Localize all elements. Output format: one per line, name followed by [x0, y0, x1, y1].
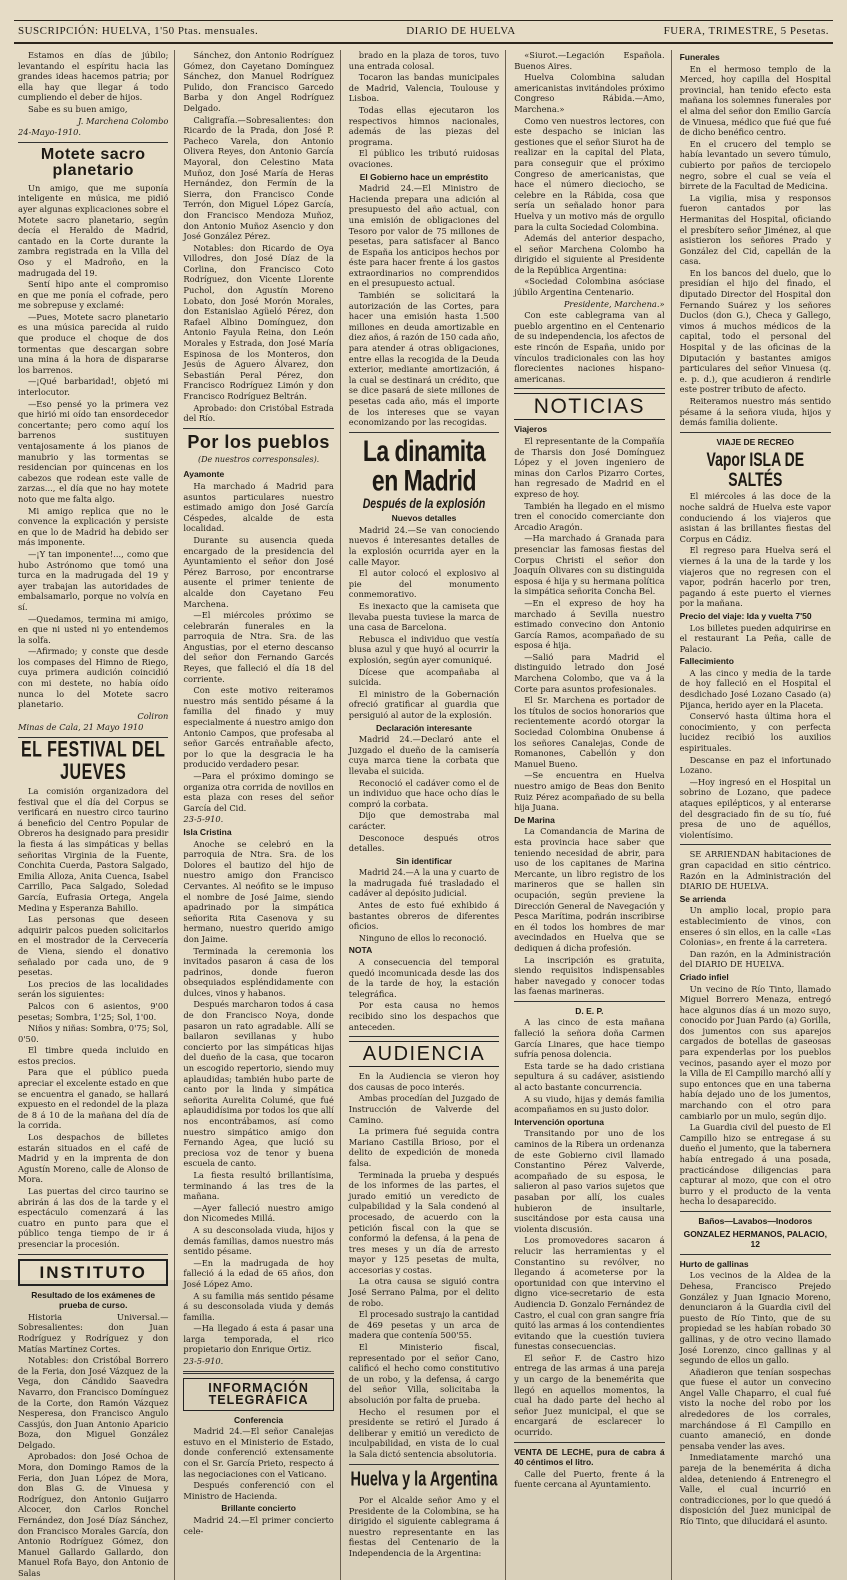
- paragraph: —Ha llegado á esta á pasar una larga temporada, el rico propietario don Enrique Ortiz.: [183, 1323, 334, 1355]
- paragraph: Transitando por uno de los caminos de la Ribera un ordenanza de este Gobierno civil llamado Constantino Pérez Valverde, acompañado de su esposa, le salieron al paso varios sujetos que pasaban por allí, los cuales hubieron de insultarle, suscitándose por esta causa una violenta discusión.: [514, 1128, 665, 1234]
- paragraph: El ministro de la Gobernación ofreció gratificar al guardia que persiguió al autor de la explosión.: [348, 688, 500, 720]
- paragraph: —Ha marchado á Granada para presenciar las famosas fiestas del Corpus Christi el señor don Joaquín Olivares con su distinguida esposa é hija y su hermana política la simpática señorita Concha Bel.: [514, 533, 665, 597]
- divider: [514, 1001, 664, 1002]
- divider: [18, 142, 168, 143]
- letter-signature: J. Marchena Colombo: [78, 115, 169, 126]
- signature: Presidente, Marchena.»: [563, 298, 665, 309]
- paragraph: Además del anterior despacho, el señor Marchena Colombo ha dirigido el siguiente al Presidente de la República Argentina:: [514, 233, 665, 275]
- paragraph: —Se encuentra en Huelva nuestro amigo de Beas don Benito Ruiz Pérez acompañado de su bella hija Juana.: [514, 770, 665, 813]
- paragraph: El miércoles á las doce de la noche saldrá de Huelva este vapor conduciendo á los viajeros que asistan á las brillantes fiestas del Corpus en Cádiz.: [679, 491, 831, 544]
- pueblos-headline: Por los pueblos: [187, 431, 330, 452]
- subhead-emprestito: El Gobierno hace un empréstito: [359, 171, 489, 182]
- section-subhead: Resultado de los exámenes de prueba de curso.: [31, 1289, 156, 1311]
- subhead-viajeros: Viajeros: [514, 424, 548, 435]
- paragraph: —El miércoles próximo se celebrarán funerales en la parroquia de Ntra. Sra. de las Angustias, por el eterno descanso del señor don Fernando Garcés Reyes, que falleció el día 18 del corriente.: [183, 610, 334, 684]
- subscription-price: SUSCRIPCIÓN: HUELVA, 1'50 Ptas. mensuales.: [18, 25, 259, 37]
- ad-banos: Baños—Lavabos—Inodoros: [698, 1215, 813, 1226]
- paragraph: Como ven nuestros lectores, con este despacho se inician las gestiones que el señor Siurot ha de realizar en la capital del Plata, para conseguir que el próximo Congreso de americanistas, que hace el número dieciocho, se celebre en la Rábida, cosa que sería un señalado honor para Huelva y un motivo más de orgullo para la culta Sociedad Colombina.: [514, 115, 665, 232]
- ad-leche-address: Calle del Puerto, frente á la fuente cercana al Ayuntamiento.: [514, 1468, 665, 1490]
- divider: [349, 1464, 499, 1465]
- paragraph: A su familia más sentido pésame á su desconsolada viuda y demás familia.: [183, 1290, 334, 1322]
- paragraph: Dijo que demostraba mal carácter.: [348, 810, 500, 831]
- paragraph: Anoche se celebró en la parroquia de Ntra. Sra. de los Dolores el bautizo del hijo de nuestro amigo don Francisco Cervantes. Al neófito se le impuso el nombre de José Jaime, siendo apadrinado por la simpática señorita Rita Casenova y su hermano, nuestro querido amigo don Jaime.: [183, 838, 334, 944]
- paragraph: También ha llegado en el mismo tren el conocido comerciante don Arcadio Aragón.: [514, 500, 665, 532]
- paragraph: Los despachos de billetes estarán situados en el café de Madrid y en la imprenta de don Agustín Moreno, calle de Alonso de Mora.: [18, 1132, 169, 1185]
- paragraph: Los billetes pueden adquirirse en el restaurant La Peña, calle de Palacio.: [679, 622, 831, 654]
- paragraph: Caligrafía.—Sobresalientes: don Ricardo de la Prada, don José P. Pacheco Varela, don Antonio Olivera Reyes, don Antonio García Mayoral, don Celestino Mata Muñoz, don José María de Heras Hernández, don Fermín de la Sierra, don Francisco Conde Terrón, don Miguel López García, don Francisco Mendoza Muñoz, don Antonio Muñoz Asencio y don José González Pérez.: [183, 114, 334, 242]
- paragraph: —Para el próximo domingo se organiza otra corrida de novillos en esta plaza con reses del señor García del Cid.: [183, 771, 334, 813]
- paragraph: En los bancos del duelo, que lo presidían el hijo del finado, el diputado Director del Hospital don Fernando Suárez y los señores Duclos (don G.), Checa y Gallego, vimos á muchos médicos de la capital, todo el personal del Hospital y de las oficinas de la Diputación y bastantes amigos particulares del señor Vinuesa (q. e. p. d.), que acudieron á rendirle este postrer tributo de afecto.: [679, 267, 831, 395]
- paragraph: Madrid 24.—El primer concierto cele-: [183, 1515, 334, 1536]
- paragraph: Es inexacto que la camiseta que llevaba puesta tuviese la marca de una casa de Barcelona.: [348, 601, 500, 633]
- paragraph: Un amplio local, propio para establecimiento de vinos, con enseres ó sin ellos, en la calle «Las Colonias», en frente á la carretera.: [679, 905, 831, 948]
- paragraph: Madrid 24.—El Ministro de Hacienda prepara una adición al presupuesto del año actual, con una emisión de obligaciones del Tesoro por valor de 75 millones de pesetas, para satisfacer al Banco de España los anticipos hechos por éste para hacer frente á los gastos extraordinarios no comprendidos en el presupuesto actual.: [348, 183, 500, 289]
- paragraph: La Guardia civil del puesto de El Campillo hizo se entregase á su dueño el jumento, que la tabernera había entregado á una posada, practicándose diligencias para capturar al mozo, que con el otro burro y el producto de la venta hecha lo desaparecido.: [679, 1122, 831, 1207]
- paragraph: —Quedamos, termina mi amigo, en que ni usted ni yo entendemos la solfa.: [18, 613, 169, 645]
- subhead-conferencia: Conferencia: [234, 1414, 284, 1425]
- paragraph: Mi amigo replica que no le convence la explicación y persiste en que lo de Madrid ha debido ser más imponente.: [18, 505, 169, 548]
- masthead-rule: [14, 42, 833, 44]
- paragraph: Reiteramos nuestro más sentido pésame á la señora viuda, hijos y demás familia doliente.: [679, 396, 831, 428]
- paragraph: Madrid 24.—A la una y cuarto de la madrugada fué trasladado el cadáver al depósito judicial.: [348, 867, 500, 899]
- paragraph: La comisión organizadora del festival que el día del Corpus se verificará en nuestro circo taurino á beneficio del Centro Popular de Obreros ha designado para presidir la fiesta á las simpáticas y bellas señoritas Virginia de la Fuente, Conchita Cuerda, Pastora Salgado, Emilia Alloza, Anita Cuenca, Isabel Carrillo, Paca Salgado, Soledad García, Eufrasia Ortega, Angela Medina y Esperanza Bahillo.: [18, 786, 169, 913]
- trip-price: Precio del viaje: Ida y vuelta 7'50: [679, 610, 812, 621]
- telegraph-headline: INFORMACIÓN TELEGRÁFICA: [183, 1378, 333, 1411]
- column-4: [514, 50, 671, 1580]
- paragraph: Un amigo, que me suponía inteligente en música, me pidió ayer algunas explicaciones sobre el Motete sacro planetario, según decía el Heraldo de Madrid, cantado en la Corte durante la zambra registrada en la Villa del Oso y el Madroño, en la madrugada del 19.: [18, 182, 169, 278]
- divider: [680, 432, 831, 433]
- paragraph: Descanse en paz el infortunado Lozano.: [679, 754, 831, 776]
- ad-leche: VENTA DE LECHE, pura de cabra á 40 céntimos el litro.: [514, 1446, 665, 1468]
- paragraph: Ninguno de ellos lo reconoció.: [358, 932, 487, 943]
- subhead-se-arrienda: Se arrienda: [679, 893, 726, 904]
- paragraph: Con este cablegrama van al pueblo argentino en el Centenario de su independencia, los afectos de este rincón de España, unido por vínculos tradicionales con las hoy florecientes naciones hispano-americanas.: [514, 310, 665, 384]
- paragraph: La inscripción es gratuita, siendo requisitos indispensables haber navegado y conocer todas las faenas marineras.: [514, 954, 665, 997]
- ad-arriendan: SE ARRIENDAN habitaciones de gran capacidad en sitio céntrico. Razón en la Administración del DIARIO DE HUELVA.: [679, 849, 831, 892]
- pueblos-kicker: (De nuestros corresponsales).: [197, 454, 320, 464]
- paragraph: Los vecinos de la Aldea de la Dehesa, Francisco Prejedo González y Juan Ignacio Moreno, denunciaron á la Guardia civil del puesto de Río Tinto, que de su propiedad se les habían robado 30 gallinas, y de otro vecino llamado José Lorenzo, cinco gallinas y al segundo de ellos un gallo.: [679, 1270, 831, 1366]
- paragraph: El representante de la Compañía de Tharsis don José Domínguez López y el joven ingeniero de minas don Carlos Pizarro Cortes, han regresado de Madrid en el expreso de hoy.: [514, 436, 665, 499]
- paragraph: «Siurot.—Legación Española. Buenos Aires.: [514, 50, 665, 71]
- letter-ending: Estamos en días de júbilo; levantando el espíritu hacia las grandes ideas hacemos patria; por ella hay que llegar á todo cumpliendo el deber de hijos.: [18, 50, 169, 103]
- column-1: [18, 50, 175, 1580]
- subhead-sin-identificar: Sin identificar: [395, 855, 453, 866]
- paragraph: «Sociedad Colombina asóciase júbilo Argentina Centenario.: [514, 276, 665, 298]
- dateline: 23-5-910.: [183, 814, 224, 825]
- paragraph: —¡Y tan imponente!..., como que hubo Astrónomo que tomó una turca en la madrugada del 19 y ayer trabajan las autoridades de embalsamarlo, porque no volvía en sí.: [18, 548, 169, 612]
- paragraph: Las puertas del circo taurino se abrirán á las dos de la tarde y el espectáculo comenzará á las cuatro en punto para que el público tenga tiempo de ir á presenciar la procesión.: [18, 1186, 169, 1249]
- paragraph: Inmediatamente marchó una pareja de la benemérita á dicha aldea, deteniendo á Entrenegro el Valle, el cual incurrió en contradicciones, por lo que quedó á disposición del Juez municipal de Río Tinto, que dilucidará el asunto.: [679, 1452, 831, 1526]
- paragraph: Notables: don Cristóbal Borrero de la Feria, don José Vázquez de la Vega, don Cándido Saavedra Navarro, don Francisco Domínguez de la Corte, don Ramón Vázquez Nesperesa, don Francisco Angulo Cassjús, don Juan Antonio Aparicio Boza, don Miguel González Delgado.: [18, 1355, 169, 1450]
- paragraph: Todas ellas ejecutaron los respectivos himnos nacionales, además de las piezas del programa.: [348, 104, 500, 147]
- outside-price: FUERA, TRIMESTRE, 5 Pesetas.: [663, 25, 829, 37]
- paragraph: La vigilia, misa y responsos fueron cantados por las Hermanitas del Hospital, oficiando el presbítero señor Jiménez, al que asistieron los señores Prado y González del Cid, capellán de la casa.: [679, 192, 831, 267]
- paragraph: Dícese que acompañaba al suicida.: [348, 666, 500, 688]
- subhead-hurto: Hurto de gallinas: [679, 1258, 749, 1269]
- subhead-concierto: Brillante concierto: [221, 1503, 296, 1514]
- subhead-criado-infiel: Criado infiel: [679, 971, 729, 982]
- paragraph: Huelva Colombina saludan americanistas invitándoles próximo Congreso Rábida.—Amo, Marchena.»: [514, 72, 665, 114]
- masthead: [18, 22, 829, 40]
- paragraph: La primera fué seguida contra Mariano Castilla Brioso, por el delito de expedición de moneda falsa.: [348, 1126, 500, 1168]
- argentina-headline: Huelva y la Argentina: [350, 1468, 498, 1491]
- paragraph: —Hoy ingresó en el Hospital un sobrino de Lozano, que padece ataques epilépticos, y al enterarse del desgraciado fin de su tío, fué presa de uno de aquéllos, violentísimo.: [679, 776, 831, 840]
- letter-closing: Sabe es su buen amigo,: [28, 103, 128, 114]
- paragraph: En la Audiencia se vieron hoy dos causas de poco interés.: [348, 1071, 500, 1092]
- paragraph: —En la madrugada de hoy falleció á la edad de 65 años, don José López Amo.: [183, 1257, 334, 1289]
- dateline: Minas de Cala, 21 Mayo 1910: [18, 722, 144, 733]
- subhead-marina: De Marina: [514, 814, 555, 825]
- paragraph: —Afirmado; y conste que desde los compases del Himno de Riego, cuya primera audición coincidió con mi destete, no había oído nunca lo del Motete sacro planetario.: [18, 646, 169, 710]
- paragraph: Historia Universal.—Sobresalientes: don Juan Rodríguez y Rodríguez y don Matías Martínez Cortes.: [18, 1311, 169, 1354]
- newspaper-title: DIARIO DE HUELVA: [406, 25, 516, 37]
- paragraph: Después conferenció con el Ministro de Hacienda.: [183, 1480, 334, 1501]
- paragraph: En el hermoso templo de la Merced, hoy capilla del Hospital provincial, han tenido efecto esta mañana los solemnes funerales por el alma del señor don Emilio García de Vinuesa, médico que fué que fué de dicho benéfico centro.: [679, 63, 831, 138]
- paragraph: Tocaron las bandas municipales de Madrid, Valencia, Toulouse y Lisboa.: [348, 72, 500, 104]
- dinamita-subtitle: Después de la explosión: [362, 495, 486, 512]
- paragraph: —En el expreso de hoy ha marchado á Sevilla nuestro estimado convecino don Antonio García Ramos, acompañado de su esposa é hija.: [514, 597, 665, 651]
- instituto-headline: INSTITUTO: [18, 1259, 168, 1286]
- paragraph: Terminada la ceremonia los invitados pasaron á casa de los padrinos, donde fueron obsequiados espléndidamente con dulces, vinos y habanos.: [183, 945, 334, 998]
- subhead-nota: NOTA: [348, 945, 373, 956]
- paragraph: Las personas que deseen adquirir palcos pueden solicitarlos en el mostrador de la Cervecería de Viena, siendo el donativo señalado por cada uno, de 9 pesetas.: [18, 914, 169, 978]
- paragraph: El autor colocó el explosivo al pie del monumento conmemorativo.: [348, 568, 500, 600]
- paragraph: La fiesta resultó brillantísima, terminando á las tres de la mañana.: [183, 1169, 334, 1202]
- paragraph: La Comandancia de Marina de esta provincia hace saber que teniendo necesidad de abrir, para uso de los capitanes de Marina Mercante, un libro registro de los marineros que se hallen sin ocupación, según previene la Dirección General de Navegación y Pesca Marítima, podrán inscribirse en él todos los hombres de mar avecindados en Huelva que se dediquen á dicha profesión.: [514, 826, 665, 953]
- paragraph: Conservó hasta última hora el conocimiento, y con perfecta lucidez recibió los auxilios espirituales.: [679, 711, 831, 754]
- subhead-intervencion: Intervención oportuna: [514, 1116, 604, 1127]
- paragraph: Notables: don Ricardo de Oya Villodres, don José Díaz de la Corlina, don Francisco Coto Rodríguez, don Vicente Llorente Puchol, don Agustín Moreno Lobato, don José Morón Morales, don Estanislao Agüeló Pérez, don Rafael Albino Domínguez, don Antonio Fayula Reina, don León Morales y Estrada, don José María Espinosa de los Monteros, don Jesús de Aguero Álvarez, don Sebastián Peral Pérez, don Francisco Rodríguez Limón y don Francisco Rodríguez Beltrán.: [183, 242, 334, 401]
- paragraph: El procesado sustrajo la cantidad de 469 pesetas y un arca de madera que contenía 500'55.: [348, 1309, 500, 1341]
- columns: [18, 50, 837, 1578]
- paragraph: —Ayer falleció nuestro amigo don Nicomedes Millá.: [183, 1202, 334, 1224]
- paragraph: A su desconsolada viuda, hijos y demás familias, damos nuestro más sentido pésame.: [183, 1224, 334, 1257]
- paragraph: Por el Alcalde señor Amo y el Presidente de la Colombina, se ha dirigido el siguiente cablegrama á nuestro representante en las fiestas del Centenario de la Independencia de la Argentina:: [348, 1495, 500, 1559]
- paragraph: A las cinco de esta mañana falleció la señora doña Carmen García Linares, que hace tiempo sufría penosa dolencia.: [514, 1017, 665, 1060]
- paragraph: Esta tarde se ha dado cristiana sepultura á su cadáver, asistiendo al acto bastante concurrencia.: [514, 1060, 665, 1093]
- paragraph: Sentí hipo ante el compromiso en que me ponía el cofrade, pero me sobrepuse y exclamé:: [18, 279, 169, 311]
- paragraph: Sánchez, don Antonio Rodríguez Gómez, don Cayetano Domínguez Sánchez, don Manuel Rodríguez Pulido, don Francisco Garcedo Barba y don Angel Rodríguez Delgado.: [183, 50, 334, 113]
- paragraph: Hecho el resumen por el presidente se retiró el Jurado á deliberar y emitió un veredicto de inculpabilidad, en vista de lo cual la Sala dictó sentencia absolutoria.: [348, 1406, 500, 1459]
- paragraph: A las cinco y media de la tarde de hoy falleció en el Hospital el desdichado José Lozano Casado (a) Pijanca, herido ayer en la Placeta.: [679, 667, 831, 710]
- paragraph: —Eso pensé yo la primera vez que hirió mi oído tan ensordecedor concertante; pero como aquí los barrenos sustituyen ventajosamente á los pianos de manubrio y las tormentas se residencian por quincenas en los cabezos que rodean este valle de zarzas..., el día que no hay motete noto que me falta algo.: [18, 398, 169, 504]
- paragraph: El señor F. de Castro hizo entrega de las armas á una pareja y un cargo de la benemérita que llegó en aquellos momentos, la cual ha dado parte del hecho al señor Juez municipal, el que se encargará de esclarecer lo ocurrido.: [514, 1352, 665, 1438]
- paragraph: El Sr. Marchena es portador de los títulos de socios honorarios que recientemente acordó otorgar la Sociedad Colombina Onubense á los señores Canalejas, Conde de Romanones, Cabellón y don Manuel Bueno.: [514, 695, 665, 769]
- paragraph: Palcos con 6 asientos, 9'00 pesetas; Sombra, 1'25; Sol, 1'00.: [18, 1000, 169, 1022]
- paragraph: A su viudo, hijas y demás familia acompañamos en su justo dolor.: [514, 1093, 665, 1115]
- divider: [349, 1036, 499, 1037]
- paragraph: Dan razón, en la Administración del DIARIO DE HUELVA.: [679, 948, 831, 970]
- paragraph: Por esta causa no hemos recibido sino los despachos que anteceden.: [348, 1000, 500, 1032]
- paragraph: El Ministerio fiscal, representado por el señor Cano, calificó el hecho como constitutivo de un robo, y la defensa, á cargo del señor Villa, solicitaba la absolución por falta de prueba.: [348, 1342, 500, 1405]
- subhead-declaracion: Declaración interesante: [376, 722, 472, 733]
- paragraph: Para que el público pueda apreciar el excelente estado en que se encuentra el ganado, se hallará expuesto en el redondel de la plaza de 8 á 10 de la mañana del día de la corrida.: [18, 1067, 169, 1131]
- paragraph: Niños y niñas: Sombra, 0'75; Sol, 0'50.: [18, 1023, 169, 1044]
- paragraph: —Salió para Madrid el distinguido letrado don José Marchena Colombo, que va á la Corte para asuntos profesionales.: [514, 651, 665, 694]
- divider: [680, 844, 831, 845]
- paragraph: Antes de esto fué exhibido á bastantes obreros de diferentes oficios.: [348, 900, 500, 932]
- dateline: 23-5-910.: [183, 1356, 224, 1367]
- divider: [183, 428, 333, 429]
- subhead-nuevos-detalles: Nuevos detalles: [391, 513, 457, 524]
- letter-date: 24-Mayo-1910.: [18, 127, 82, 138]
- paragraph: Madrid 24.—Declaró ante el Juzgado el dueño de la camisería cuya marca tiene la corbata que llevaba el suicida.: [348, 734, 500, 776]
- divider: [183, 1371, 333, 1374]
- column-2: [183, 50, 340, 1580]
- paragraph: También se solicitará la autorización de las Cortes, para hacer una emisión hasta 1.500 millones en deuda amortizable en diez años, á razón de 150 cada año, para atender á otras obligaciones, entre ellas la recogida de la Deuda exterior, mediante amortización, á la cual se destinará un crédito, que se dice pasará de siete millones de pesetas cada año, más el importe de los intereses que se vayan economizando por las recogidas.: [348, 290, 500, 428]
- noticias-headline: NOTICIAS: [514, 393, 664, 420]
- paragraph: En el crucero del templo se había levantado un severo túmulo, cubierto por paños de terciopelo negro, sobre el cual se veía el birrete de la Facultad de Medicina.: [679, 138, 831, 192]
- paragraph: Reconoció el cadáver como el de un individuo que hace ocho días le compró la corbata.: [348, 777, 500, 809]
- paragraph: Un vecino de Río Tinto, llamado Miguel Borrero Menaza, entregó hace algunos días á un mozo suyo, conocido por Juan Pardo (a) Gorilla, dos jumentos con sus aparejos cargados de botellas de gaseosas para expenderlas por los pueblos vecinos, pasando ayer el mozo por la Villa de El Campillo marchó allí y supo entonces que en una taberna había dejado uno de los jumentos, marchando con el otro para cambiarlo por un mulo, según dijo.: [679, 983, 831, 1121]
- paragraph: El regreso para Huelva será el viernes á la una de la tarde y los viajeros que no regresen con el vapor, podrán hacerlo por tren, pagando á este puerto el viernes por la mañana.: [679, 545, 831, 609]
- viaje-recreo-label: VIAJE DE RECREO: [716, 436, 795, 447]
- paragraph: —Pues, Motete sacro planetario es una música parecida al ruido que produce el choque de dos tormentas que descargan sobre una mina á la hora de dispararse los barrenos.: [18, 311, 169, 375]
- town-isla-cristina: Isla Cristina: [183, 826, 232, 837]
- divider: [680, 1211, 831, 1212]
- paragraph: Los promovedores sacaron á relucir las herramientas y el Constantino su revólver, no llegando á acometerse por la oportunidad con que intervino el digno vice-secretario de esta Audiencia D. Gonzalo Fernández de Castro, el cual con gran sangre fría quitó las armas á los contendientes evitando que la cuestión tuviera funestas consecuencias.: [514, 1235, 665, 1352]
- paragraph: Ambas procedían del Juzgado de Instrucción de Valverde del Camino.: [348, 1093, 500, 1125]
- paragraph: Madrid 24.—El señor Canalejas estuvo en el Ministerio de Estado, donde conferenció extensamente con el Sr. García Prieto, respecto á las negociaciones con el Vaticano.: [183, 1426, 334, 1479]
- paragraph: El público les tributó ruidosas ovaciones.: [348, 148, 500, 169]
- paragraph: Ha marchado á Madrid para asuntos particulares nuestro estimado amigo don José García Céspedes, alcalde de esta localidad.: [183, 480, 334, 534]
- dinamita-headline: La dinamita en Madrid: [362, 433, 486, 497]
- top-rule: [14, 20, 833, 21]
- paragraph: brado en la plaza de toros, tuvo una entrada colosal.: [348, 50, 500, 71]
- paragraph: Desconoce después otros detalles.: [348, 832, 500, 854]
- subhead-dep: D. E. P.: [575, 1005, 604, 1016]
- subhead-funerales: Funerales: [679, 52, 720, 62]
- paragraph: Añadieron que tenían sospechas que fuese el autor un convecino Angel Valle Chaparro, el cual fué visto la noche del robo por los alrededores de los corrales, marchándose á El Campillo en cuanto amaneció, en donde pensaba vender las aves.: [679, 1366, 831, 1451]
- ad-gonzalez: GONZALEZ HERMANOS, PALACIO, 12: [683, 1228, 827, 1250]
- motete-headline: Motete sacro planetario: [40, 145, 146, 179]
- audiencia-headline: AUDIENCIA: [349, 1041, 499, 1067]
- paragraph: Rebusca el individuo que vestía blusa azul y que huyó al ocurrir la explosión, según ayer comuniqué.: [348, 633, 500, 665]
- paragraph: —¡Qué barbaridad!, objetó mi interlocutor.: [18, 376, 169, 398]
- paragraph: Los precios de las localidades serán los siguientes:: [18, 978, 169, 1000]
- festival-headline: EL FESTIVAL DEL JUEVES: [20, 738, 166, 785]
- paragraph: Terminada la prueba y después de los informes de las partes, el jurado emitió un veredicto de culpabilidad y la Sala condenó al procesado, de acuerdo con la petición fiscal con la que se conformó la defensa, á la pena de tres meses y un día de arresto mayor y 125 pesetas de multa, accesorias y costas.: [348, 1169, 500, 1275]
- paragraph: Después marcharon todos á casa de don Francisco Noya, donde pasaron un rato agradable. Allí se bailaron sevillanas y hubo concierto por las simpáticas hijas del dueño de la casa, que tocaron un escogido repertorio, siendo muy aplaudidas; también hubo parte de canto por la linda y simpática señorita Aurelita Columé, que fué aplaudidísima por todos los que allí nos encontrábamos, así como nuestro simpático amigo don Fernando Agea, que lució su preciosa voz de tenor y buena escuela de canto.: [183, 999, 334, 1169]
- vapor-headline: Vapor ISLA DE SALTÉS: [706, 448, 805, 491]
- paragraph: Madrid 24.—Se van conociendo nuevos é interesantes detalles de la explosión ocurrida ayer en la calle Mayor.: [348, 524, 500, 567]
- paragraph: A consecuencia del temporal quedó incomunicada desde las dos de la tarde de hoy, la estación telegráfica.: [348, 957, 500, 999]
- paragraph: El timbre queda incluido en estos precios.: [18, 1045, 169, 1066]
- divider: [514, 388, 664, 389]
- author-signature: Coliron: [137, 710, 169, 721]
- paragraph: Aprobados: don José Ochoa de Mora, don Domingo Ramos de la Feria, don Juan López de Mora, don Blas G. de Vinuesa y Rodríguez, don Antonio Guijarro Alcocer, don Carlos Ronchel Fernández, don José Díaz Sánchez, don Francisco Morales García, don Antonio Rodríguez Gómez, don Manuel Gallardo Gallardo, don Manuel Rofa Bayo, don Antonio de Salas: [18, 1451, 169, 1578]
- town-ayamonte: Ayamonte: [183, 469, 225, 480]
- column-5: [680, 50, 837, 1580]
- column-3: [349, 50, 506, 1580]
- divider: [680, 1254, 831, 1255]
- paragraph: Durante su ausencia queda encargado de la presidencia del Ayuntamiento el señor don José Pérez Barroso, por encontrarse ausente el primer teniente de alcalde don Cayetano Feu Marchena.: [183, 534, 334, 609]
- paragraph: La otra causa se siguió contra José Serrano Palma, por el delito de robo.: [348, 1276, 500, 1308]
- divider: [18, 1254, 168, 1255]
- divider: [514, 1442, 664, 1443]
- paragraph: Aprobado: don Cristóbal Estrada del Río.: [183, 402, 334, 424]
- paragraph: Con este motivo reiteramos nuestro más sentido pésame á la familia del finado y muy especialmente á nuestro amigo don Antonio Campos, que profesaba al señor Garcés entrañable afecto, por lo que la desgracia le ha producido verdadero pesar.: [183, 685, 334, 770]
- subhead-fallecimiento: Fallecimiento: [679, 656, 734, 667]
